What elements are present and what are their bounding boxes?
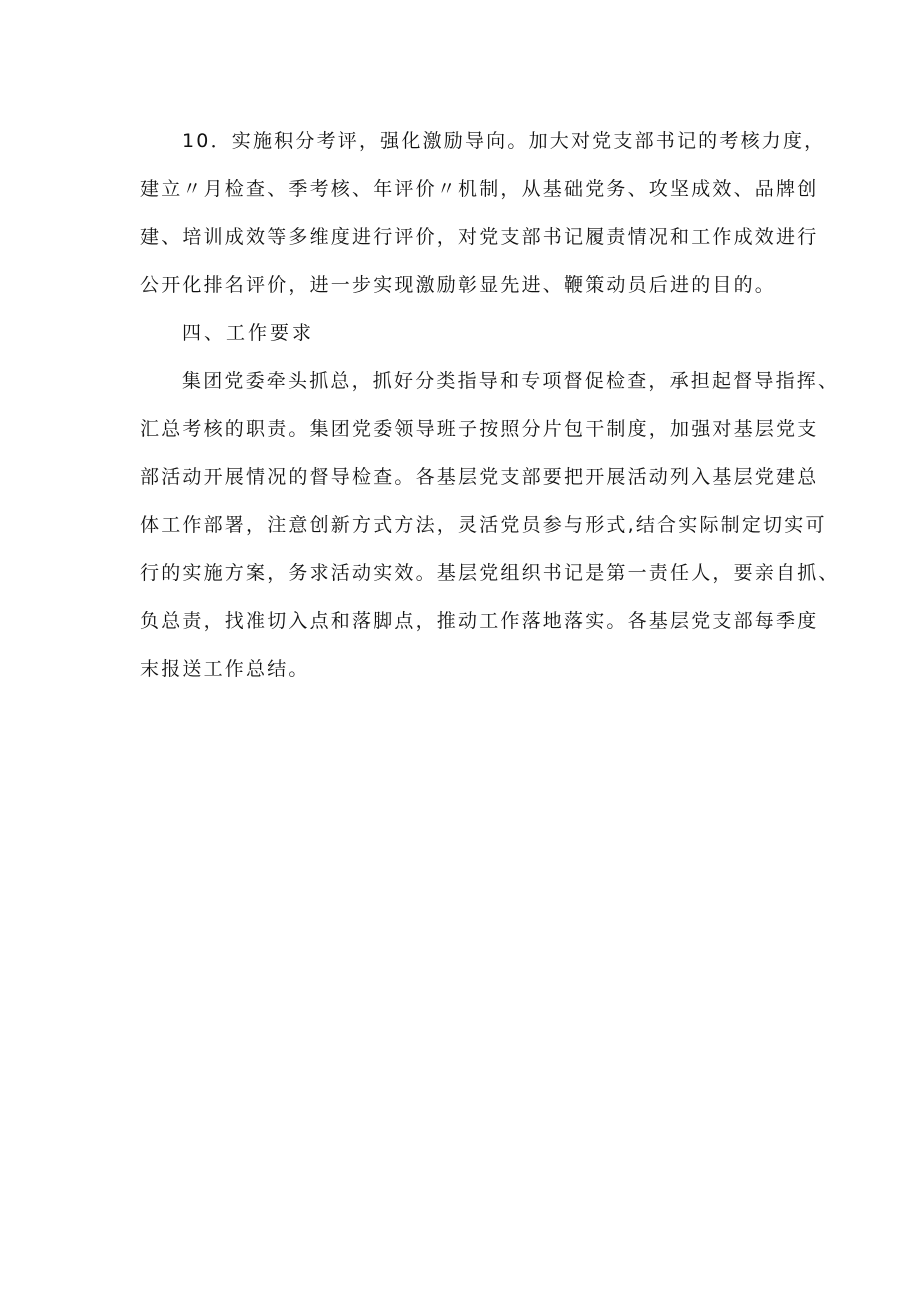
section-4-heading: 四、工作要求 — [182, 322, 315, 344]
section-4-line-5: 行的实施方案，务求活动实效。基层党组织书记是第一责任人，要亲自抓、 — [140, 562, 840, 584]
section-10-line-2: 建立〃月检查、季考核、年评价〃机制，从基础党务、攻坚成效、品牌创 — [140, 178, 819, 200]
section-4-line-4: 体工作部署，注意创新方式方法，灵活党员参与形式,结合实际制定切实可 — [140, 514, 827, 536]
section-4-line-6: 负总责，找准切入点和落脚点，推动工作落地落实。各基层党支部每季度 — [140, 610, 819, 632]
section-4-line-7: 末报送工作总结。 — [140, 658, 310, 680]
section-10-line-3: 建、培训成效等多维度进行评价，对党支部书记履责情况和工作成效进行 — [140, 226, 819, 248]
section-4-line-3: 部活动开展情况的督导检查。各基层党支部要把开展活动列入基层党建总 — [140, 466, 819, 488]
section-10-line-1: 10．实施积分考评，强化激励导向。加大对党支部书记的考核力度， — [182, 130, 826, 152]
section-10-line-4: 公开化排名评价，进一步实现激励彰显先进、鞭策动员后进的目的。 — [140, 274, 777, 296]
section-4-line-1: 集团党委牵头抓总，抓好分类指导和专项督促检查，承担起督导指挥、 — [182, 370, 840, 392]
section-4-line-2: 汇总考核的职责。集团党委领导班子按照分片包干制度，加强对基层党支 — [140, 418, 819, 440]
